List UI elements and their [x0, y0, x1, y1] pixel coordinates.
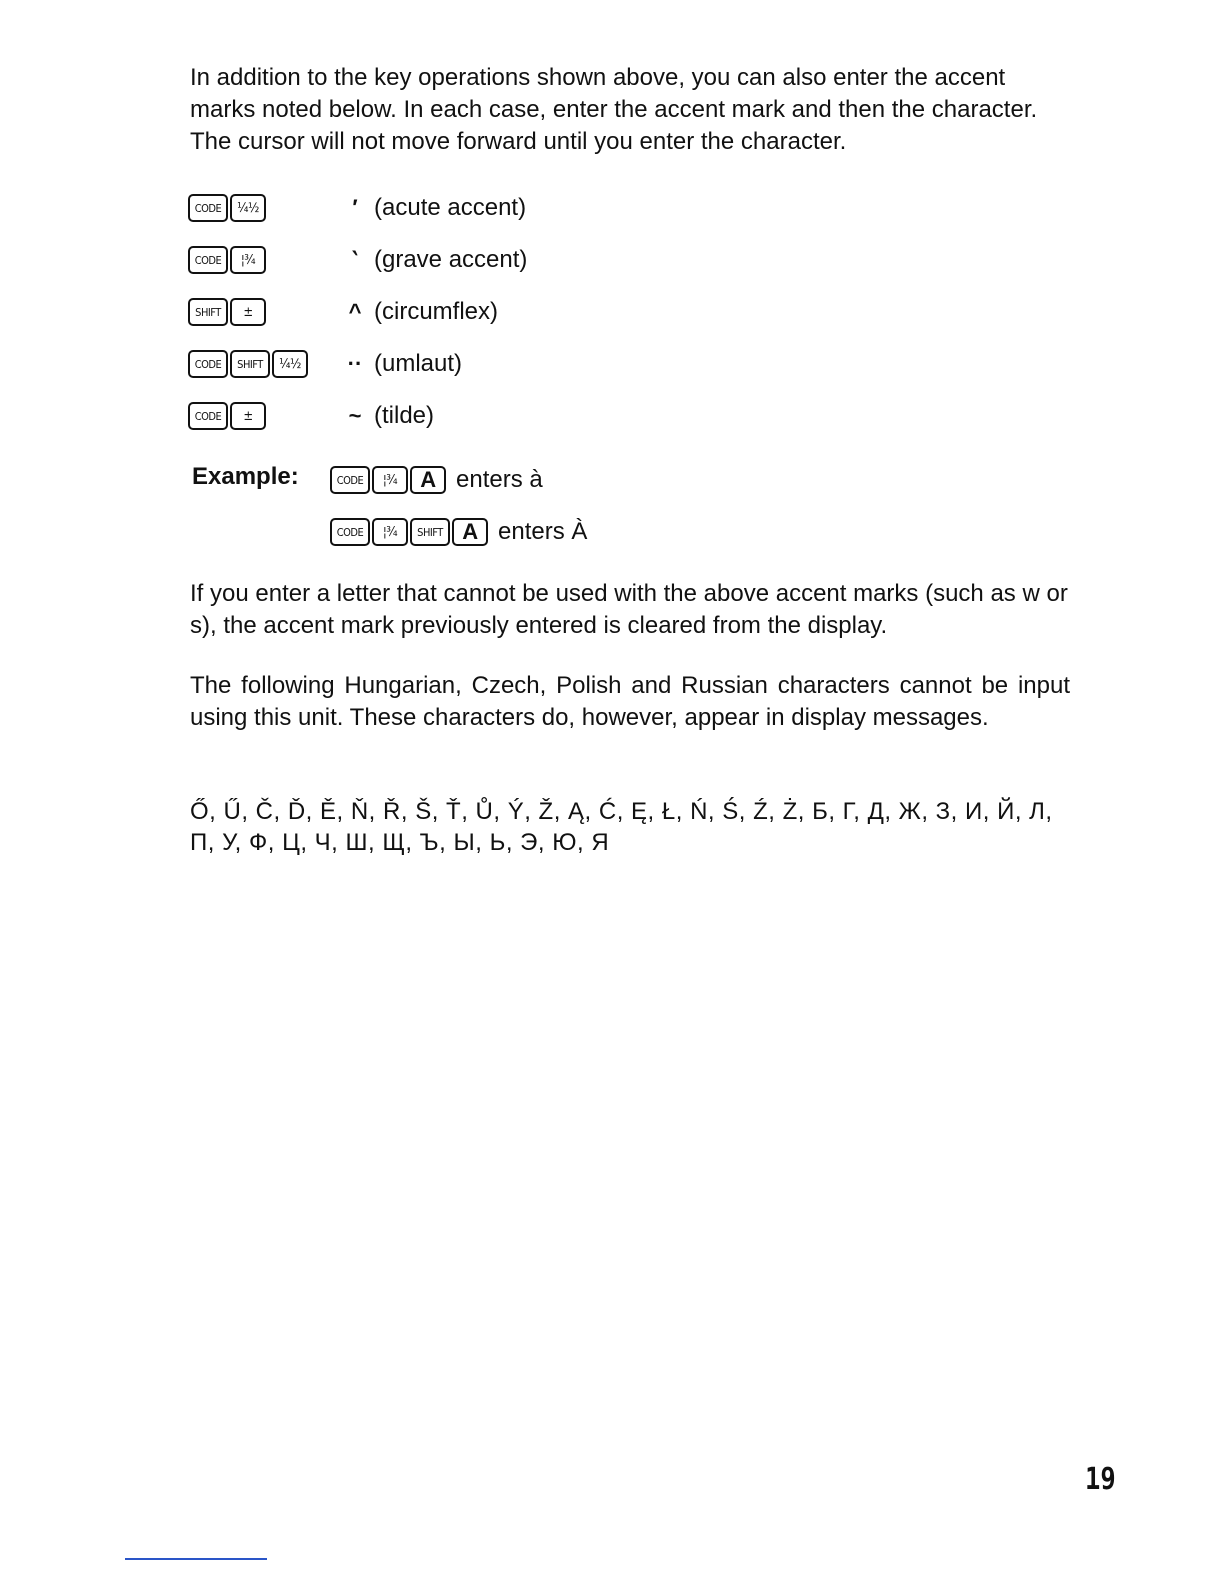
accent-row-acute: [188, 188, 526, 228]
accent-row-tilde: [188, 396, 434, 436]
key-combo: [188, 402, 336, 430]
bar-key: ¦¾: [372, 518, 408, 546]
bar-key: ¦¾: [372, 466, 408, 494]
accent-description: (circumflex): [374, 298, 498, 325]
example-result: enters À: [498, 518, 588, 545]
code-key: CODE: [188, 246, 228, 274]
key-combo: [188, 298, 336, 326]
fraction-key: ¼½: [230, 194, 266, 222]
example-row-uppercase: [330, 514, 587, 550]
accent-row-umlaut: [188, 344, 462, 384]
accent-mark: ‵: [352, 247, 358, 272]
bar-key: ¦¾: [230, 246, 266, 274]
bottom-rule: [125, 1558, 267, 1560]
plusminus-key: ±: [230, 402, 266, 430]
example-row-lowercase: [330, 462, 543, 498]
key-combo: [188, 350, 336, 378]
shift-key: SHIFT: [230, 350, 270, 378]
page-number: 19: [1085, 1462, 1116, 1497]
a-key: A: [452, 518, 488, 546]
example-result: enters à: [456, 466, 543, 493]
unsupported-characters-note: The following Hungarian, Czech, Polish and Russian characters cannot be input using this unit. These characters do, however, appear in display messages.: [190, 672, 1070, 731]
accent-description: (tilde): [374, 402, 435, 429]
example-label: Example:: [192, 463, 299, 490]
unsupported-characters-list: Ő, Ű, Č, Ď, Ě, Ň, Ř, Š, Ť, Ů, Ý, Ž, Ą, Ć, Ę, Ł, Ń, Ś, Ź, Ż, Б, Г, Д, Ж, З, И, Й, Л, П, У, Ф, Ц, Ч, Ш, Щ, Ъ, Ы, Ь, Э, Ю, Я: [190, 798, 1053, 856]
intro-paragraph: In addition to the key operations shown above, you can also enter the accent marks noted below. In each case, enter the accent mark and then the character. The cursor will not move forward until you enter the character.: [190, 64, 1038, 155]
accent-description: (grave accent): [374, 246, 528, 273]
accent-description: (acute accent): [374, 194, 527, 221]
accent-mark: ^: [348, 299, 362, 324]
accent-mark: ′: [352, 195, 358, 220]
key-combo: [188, 246, 336, 274]
shift-key: SHIFT: [410, 518, 450, 546]
accent-description: (umlaut): [374, 350, 463, 377]
accent-row-grave: [188, 240, 527, 280]
code-key: CODE: [330, 518, 370, 546]
plusminus-key: ±: [230, 298, 266, 326]
accent-clear-note: If you enter a letter that cannot be used with the above accent marks (such as w or s), the accent mark previously entered is cleared from the display.: [190, 580, 1068, 639]
code-key: CODE: [188, 194, 228, 222]
shift-key: SHIFT: [188, 298, 228, 326]
key-combo: [188, 194, 336, 222]
fraction-key: ¼½: [272, 350, 308, 378]
accent-mark: ··: [347, 351, 363, 376]
code-key: CODE: [188, 402, 228, 430]
code-key: CODE: [330, 466, 370, 494]
accent-row-circumflex: [188, 292, 498, 332]
accent-mark: ~: [348, 403, 362, 428]
code-key: CODE: [188, 350, 228, 378]
a-key: A: [410, 466, 446, 494]
